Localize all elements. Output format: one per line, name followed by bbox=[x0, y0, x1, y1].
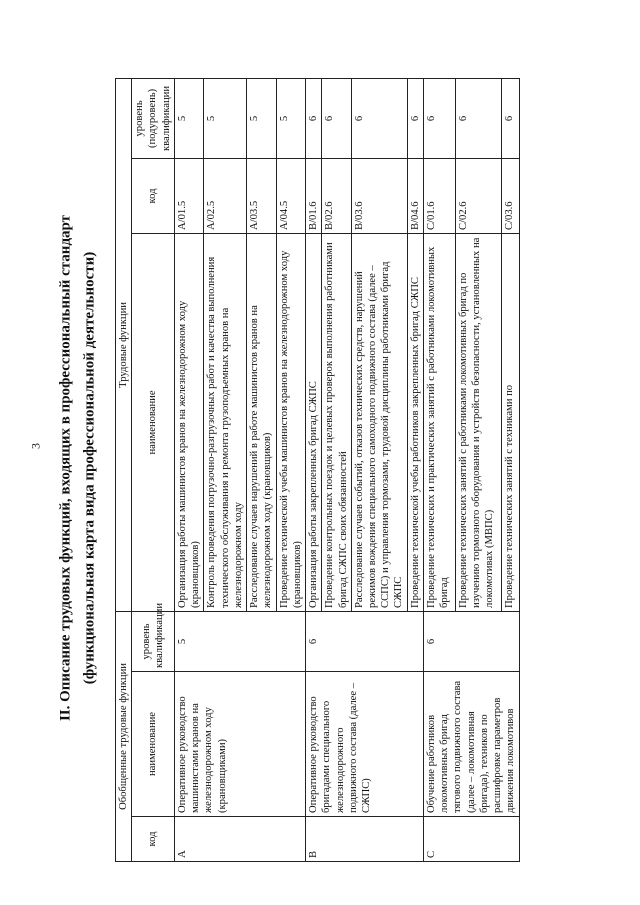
table-row bbox=[306, 78, 322, 861]
function-level: 6 bbox=[423, 78, 455, 158]
generalized-functions-header: Обобщенные трудовые функции bbox=[116, 611, 132, 861]
function-code: A/03.5 bbox=[247, 158, 276, 233]
header-group-row bbox=[116, 78, 132, 861]
group-name: Обучение работников локомотивных бригад тягового подвижного состава (далее – локомотивная бригада), техников по расшифровке параметров движения локомотивов bbox=[423, 672, 519, 817]
function-level: 6 bbox=[455, 78, 501, 158]
group-name: Оперативное руководство машинистами кранов на железнодорожном ходу (крановщиками) bbox=[174, 672, 305, 817]
labor-functions-header: Трудовые функции bbox=[116, 78, 132, 611]
function-name: Организация работы машинистов кранов на железнодорожном ходу (крановщиков) bbox=[174, 233, 203, 611]
function-name: Проведение технической учебы машинистов кранов на железнодорожном ходу (крановщиков) bbox=[276, 233, 305, 611]
col-level-header: уровень квалификации bbox=[132, 611, 175, 671]
function-level: 6 bbox=[351, 78, 407, 158]
group-code: C bbox=[423, 817, 519, 862]
page-number: 3 bbox=[28, 443, 43, 449]
function-name: Контроль проведения погрузочно-разгрузочных работ и качества выполнения технического обслуживания и ремонта грузоподъемных кранов на железнодорожном ходу bbox=[204, 233, 247, 611]
group-name: Оперативное руководство бригадами специального железнодорожного подвижного состава (далее – СЖПС) bbox=[306, 672, 424, 817]
table-row bbox=[174, 78, 203, 861]
function-level: 6 bbox=[407, 78, 423, 158]
function-name: Проведение контрольных поездок и целевых проверок выполнения работниками бригад СЖПС своих обязанностей bbox=[322, 233, 351, 611]
function-level: 6 bbox=[322, 78, 351, 158]
header-columns-row bbox=[132, 78, 175, 861]
function-level: 5 bbox=[204, 78, 247, 158]
function-name: Проведение технических занятий с работниками локомотивных бригад по изучению тормозного оборудования и устройств безопасности, установленных на локомотивах (МВПС) bbox=[455, 233, 501, 611]
col-code-header: код bbox=[132, 817, 175, 862]
function-name: Расследование случаев нарушений в работе машинистов кранов на железнодорожном ходу (крановщиков) bbox=[247, 233, 276, 611]
function-code: A/01.5 bbox=[174, 158, 203, 233]
section-subtitle: (функциональная карта вида профессиональной деятельности) bbox=[81, 251, 98, 685]
function-name: Проведение технических занятий с техниками по bbox=[501, 233, 519, 611]
group-code: B bbox=[306, 817, 424, 862]
col-tf-code-header: код bbox=[132, 158, 175, 233]
col-name-header: наименование bbox=[132, 672, 175, 817]
function-code: A/04.5 bbox=[276, 158, 305, 233]
function-code: B/01.6 bbox=[306, 158, 322, 233]
function-code: B/03.6 bbox=[351, 158, 407, 233]
function-level: 6 bbox=[306, 78, 322, 158]
function-level: 5 bbox=[247, 78, 276, 158]
col-tf-level-header: уровень (подуровень) квалификации bbox=[132, 78, 175, 158]
function-name: Организация работы закрепленных бригад СЖПС bbox=[306, 233, 322, 611]
function-level: 5 bbox=[276, 78, 305, 158]
group-level: 5 bbox=[174, 611, 305, 671]
group-level: 6 bbox=[306, 611, 424, 671]
function-code: B/02.6 bbox=[322, 158, 351, 233]
group-level: 6 bbox=[423, 611, 519, 671]
function-level: 6 bbox=[501, 78, 519, 158]
function-level: 5 bbox=[174, 78, 203, 158]
function-code: C/01.6 bbox=[423, 158, 455, 233]
function-code: A/02.5 bbox=[204, 158, 247, 233]
function-name: Расследование случаев событий, отказов технических средств, нарушений режимов вождения специального самоходного подвижного состава (далее – ССПС) и управления тормозами, трудовой дисциплины работниками бригад СЖПС bbox=[351, 233, 407, 611]
group-code: A bbox=[174, 817, 305, 862]
section-title: II. Описание трудовых функций, входящих в профессиональный стандарт bbox=[57, 214, 74, 722]
table-row bbox=[423, 78, 455, 861]
functional-map-table bbox=[115, 78, 520, 862]
function-code: C/02.6 bbox=[455, 158, 501, 233]
function-code: B/04.6 bbox=[407, 158, 423, 233]
function-name: Проведение технической учебы работников закрепленных бригад СЖПС bbox=[407, 233, 423, 611]
function-code: C/03.6 bbox=[501, 158, 519, 233]
col-tf-name-header: наименование bbox=[132, 233, 175, 611]
functional-map-table-wrapper bbox=[115, 79, 595, 862]
function-name: Проведение технических и практических занятий с работниками локомотивных бригад bbox=[423, 233, 455, 611]
